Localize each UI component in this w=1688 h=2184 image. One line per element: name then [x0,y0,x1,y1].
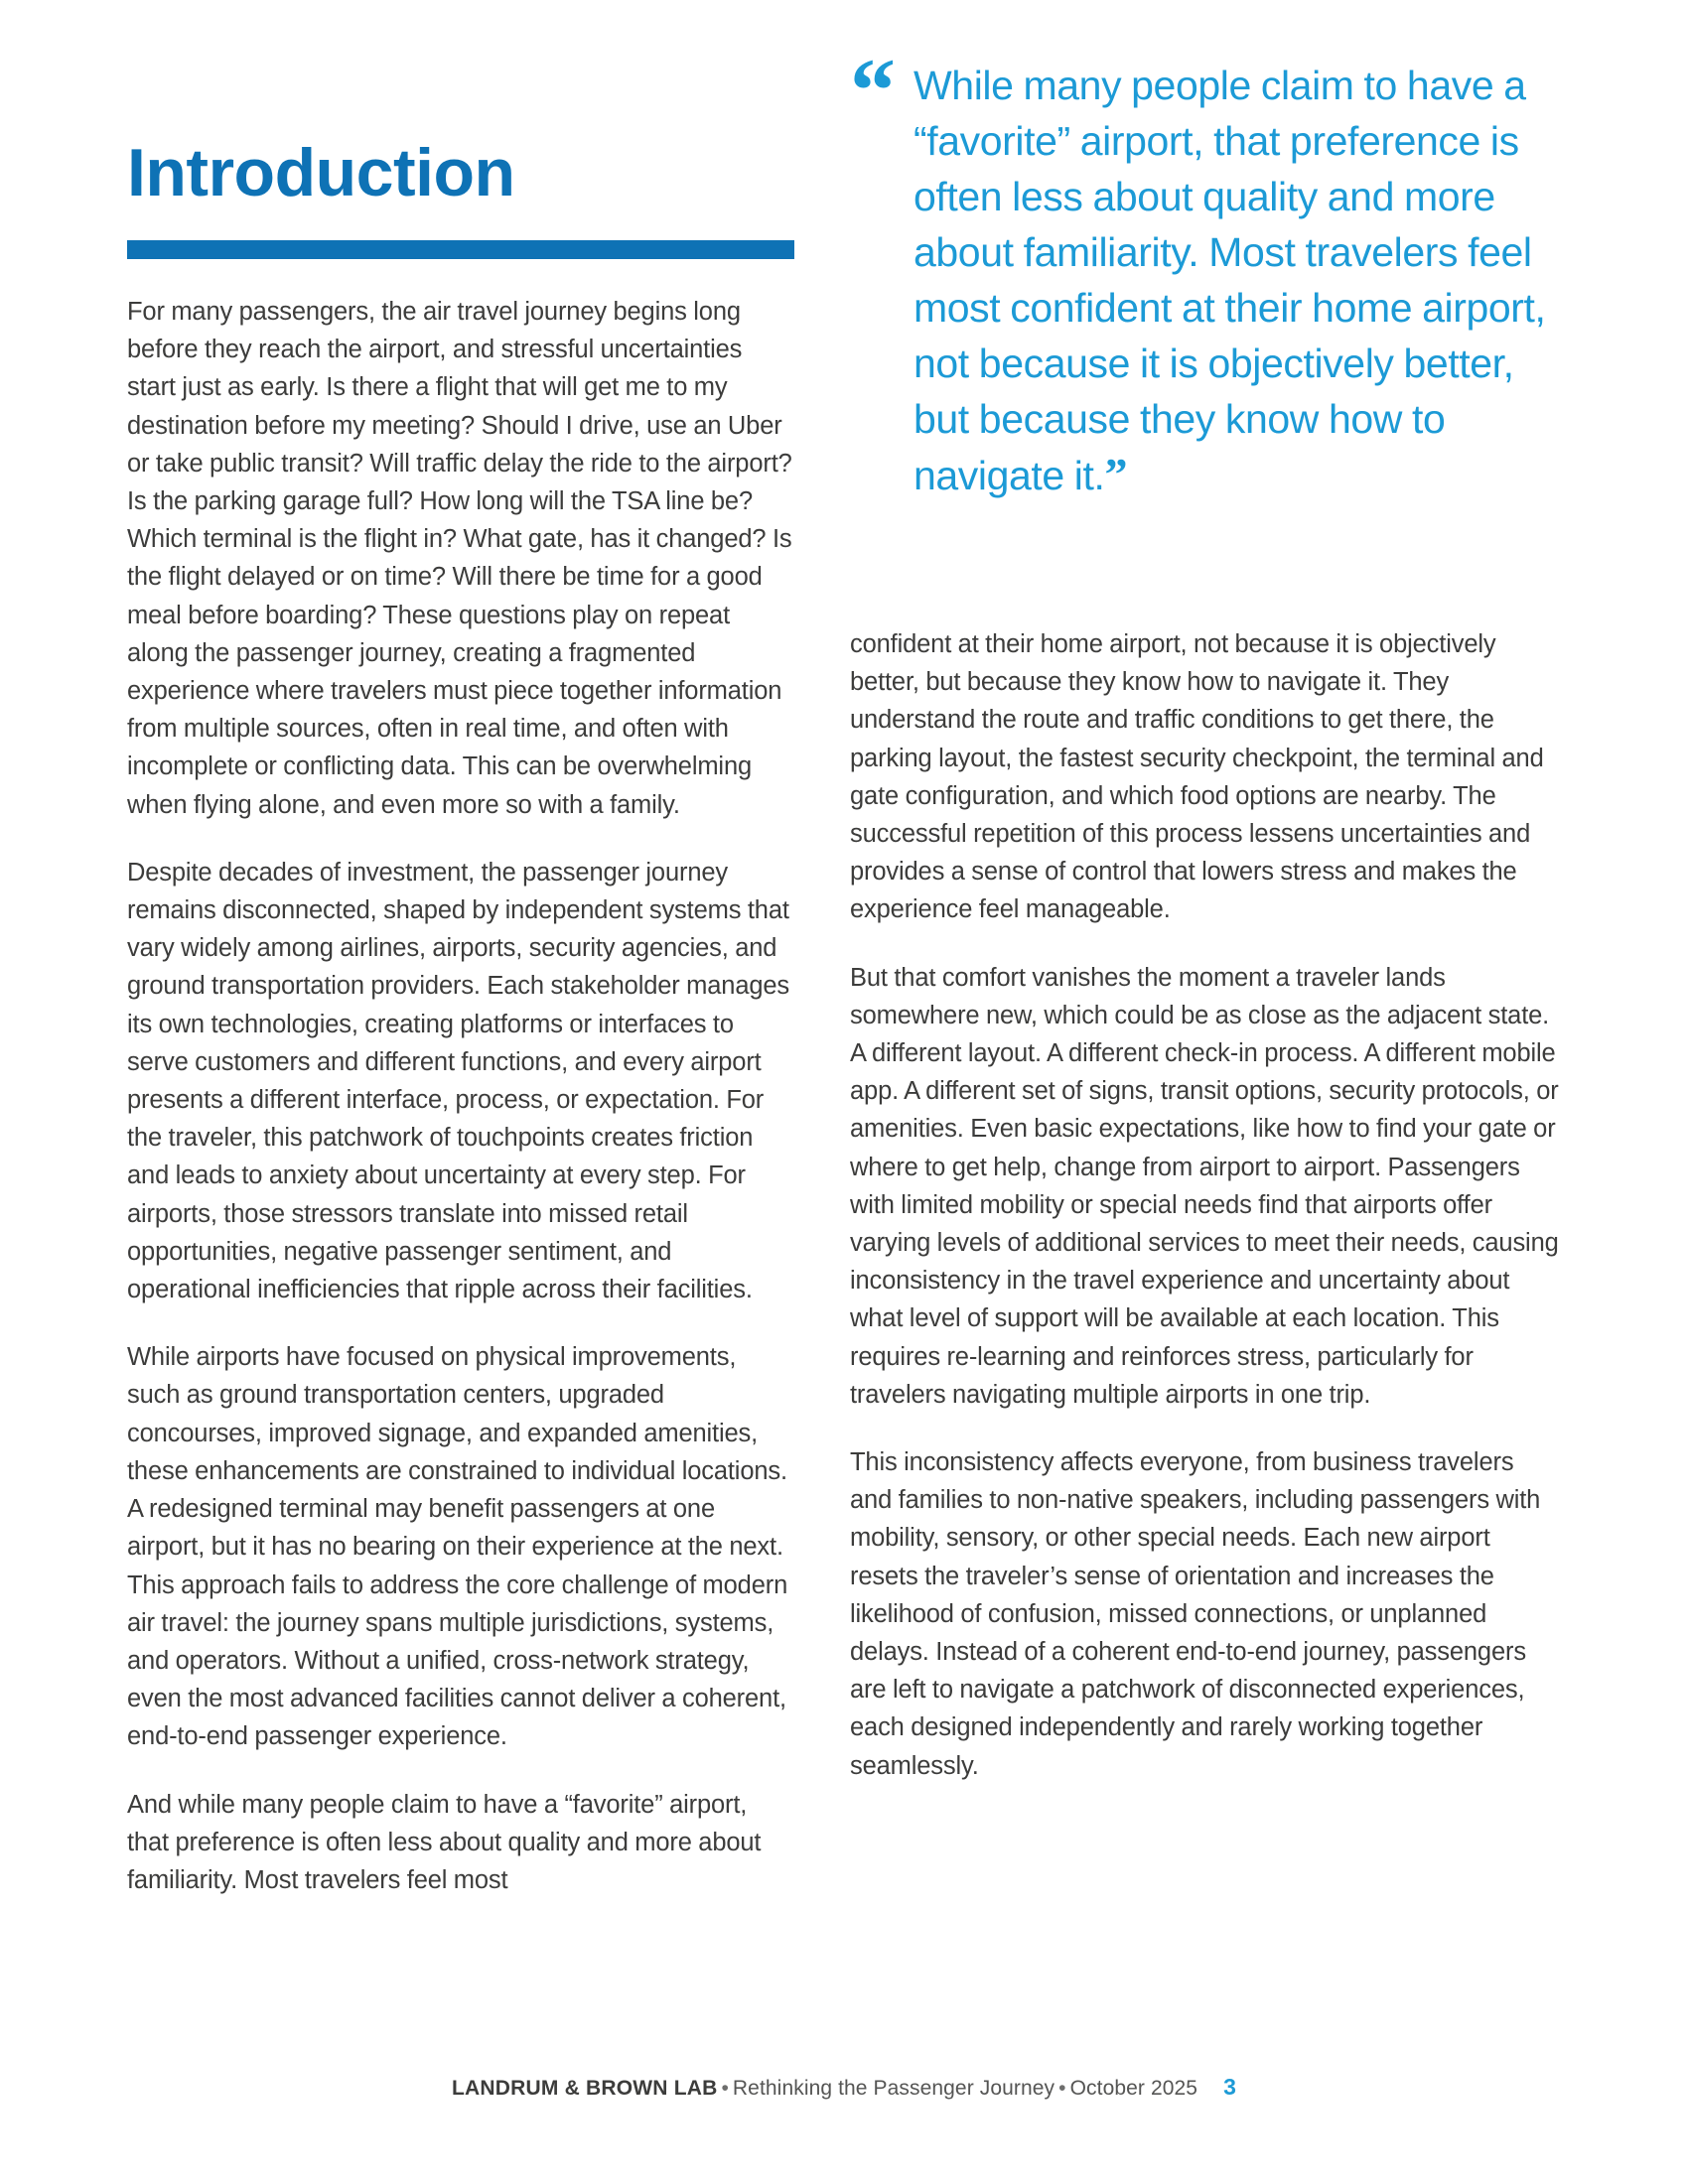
right-column [850,0,1561,1785]
paragraph: Despite decades of investment, the passenger journey remains disconnected, shaped by independent systems that vary widely among airlines, airports, security agencies, and ground transportation providers. Each stakeholder manages its own technologies, creating platforms or interfaces to serve customers and different functions, and every airport presents a different interface, process, or expectation. For the traveler, this patchwork of touchpoints creates friction and leads to anxiety about uncertainty at every step. For airports, those stressors translate into missed retail opportunities, negative passenger sentiment, and operational inefficiencies that ripple across their facilities. [127,858,790,1304]
footer-line [452,2074,1236,2101]
footer-separator-icon: • [1058,2077,1066,2100]
page-title: Introduction [127,135,515,210]
page-footer [127,2074,1561,2101]
open-quotation-mark-icon: “ [850,40,892,141]
paragraph: While airports have focused on physical improvements, such as ground transportation centers, upgraded concourses, improved signage, and expanded amenities, these enhancements are constrained to individual locations. A redesigned terminal may benefit passengers at one airport, but it has no bearing on their experience at the next. This approach fails to address the core challenge of modern air travel: the journey spans multiple jurisdictions, systems, and operators. Without a unified, cross-network strategy, even the most advanced facilities cannot deliver a coherent, end-to-end passenger experience. [127,1343,788,1751]
paragraph: But that comfort vanishes the moment a traveler lands somewhere new, which could be as close as the adjacent state. A different layout. A different check-in process. A different mobile app. A different set of signs, transit options, security protocols, or amenities. Even basic expectations, like how to find your gate or where to get help, change from airport to airport. Passengers with limited mobility or special needs find that airports offer varying levels of additional services to meet their needs, causing inconsistency in the travel experience and uncertainty about what level of support will be available at each location. This requires re-learning and reinforces stress, particularly for travelers navigating multiple airports in one trip. [850,963,1559,1409]
paragraph: This inconsistency affects everyone, from business travelers and families to non-native speakers, including passengers with mobility, sensory, or other special needs. Each new airport resets the traveler’s sense of orientation and increases the likelihood of confusion, missed connections, or unplanned delays. Instead of a coherent end-to-end journey, passengers are left to navigate a patchwork of disconnected experiences, each designed independently and rarely working together seamlessly. [850,1448,1541,1780]
paragraph: For many passengers, the air travel journey begins long before they reach the airport, and stressful uncertainties start just as early. Is there a flight that will get me to my destination before my meeting? Should I drive, use an Uber or take public transit? Will traffic delay the ride to the airport? Is the parking garage full? How long will the TSA line be? Which terminal is the flight in? What gate, has it changed? Is the flight delayed or on time? Will there be time for a good meal before boarding? These questions play on repeat along the passenger journey, creating a fragmented experience where travelers must piece together information from multiple sources, often in real time, and often with incomplete or conflicting data. This can be overwhelming when flying alone, and even more so with a family. [127,298,792,819]
footer-separator-icon: • [721,2077,729,2100]
close-quotation-mark-icon: ” [1104,449,1126,499]
page-content [127,0,1561,2184]
left-column [127,135,794,1899]
pull-quote-text [914,58,1561,503]
paragraph: And while many people claim to have a “favorite” airport, that preference is often less about quality and more about familiarity. Most travelers feel most [127,1790,762,1894]
right-column-body [850,625,1561,1785]
title-underline-rule [127,240,794,259]
page-number: 3 [1223,2074,1236,2100]
footer-date: October 2025 [1069,2077,1198,2100]
paragraph: confident at their home airport, not because it is objectively better, but because they know how to navigate it. They understand the route and traffic conditions to get there, the parking layout, the fastest security checkpoint, the terminal and gate configuration, and which food options are nearby. The successful repetition of this process lessens uncertainties and provides a sense of control that lowers stress and makes the experience feel manageable. [850,630,1544,924]
footer-document-title: Rethinking the Passenger Journey [732,2077,1055,2100]
pull-quote-body: While many people claim to have a “favorite” airport, that preference is often less about quality and more about familiarity. Most travelers feel most confident at their home airport, not because it is objectively better, but because they know how to navigate it. [914,63,1546,498]
footer-brand: LANDRUM & BROWN LAB [452,2077,718,2100]
left-column-body [127,293,794,1899]
pull-quote [850,0,1561,574]
